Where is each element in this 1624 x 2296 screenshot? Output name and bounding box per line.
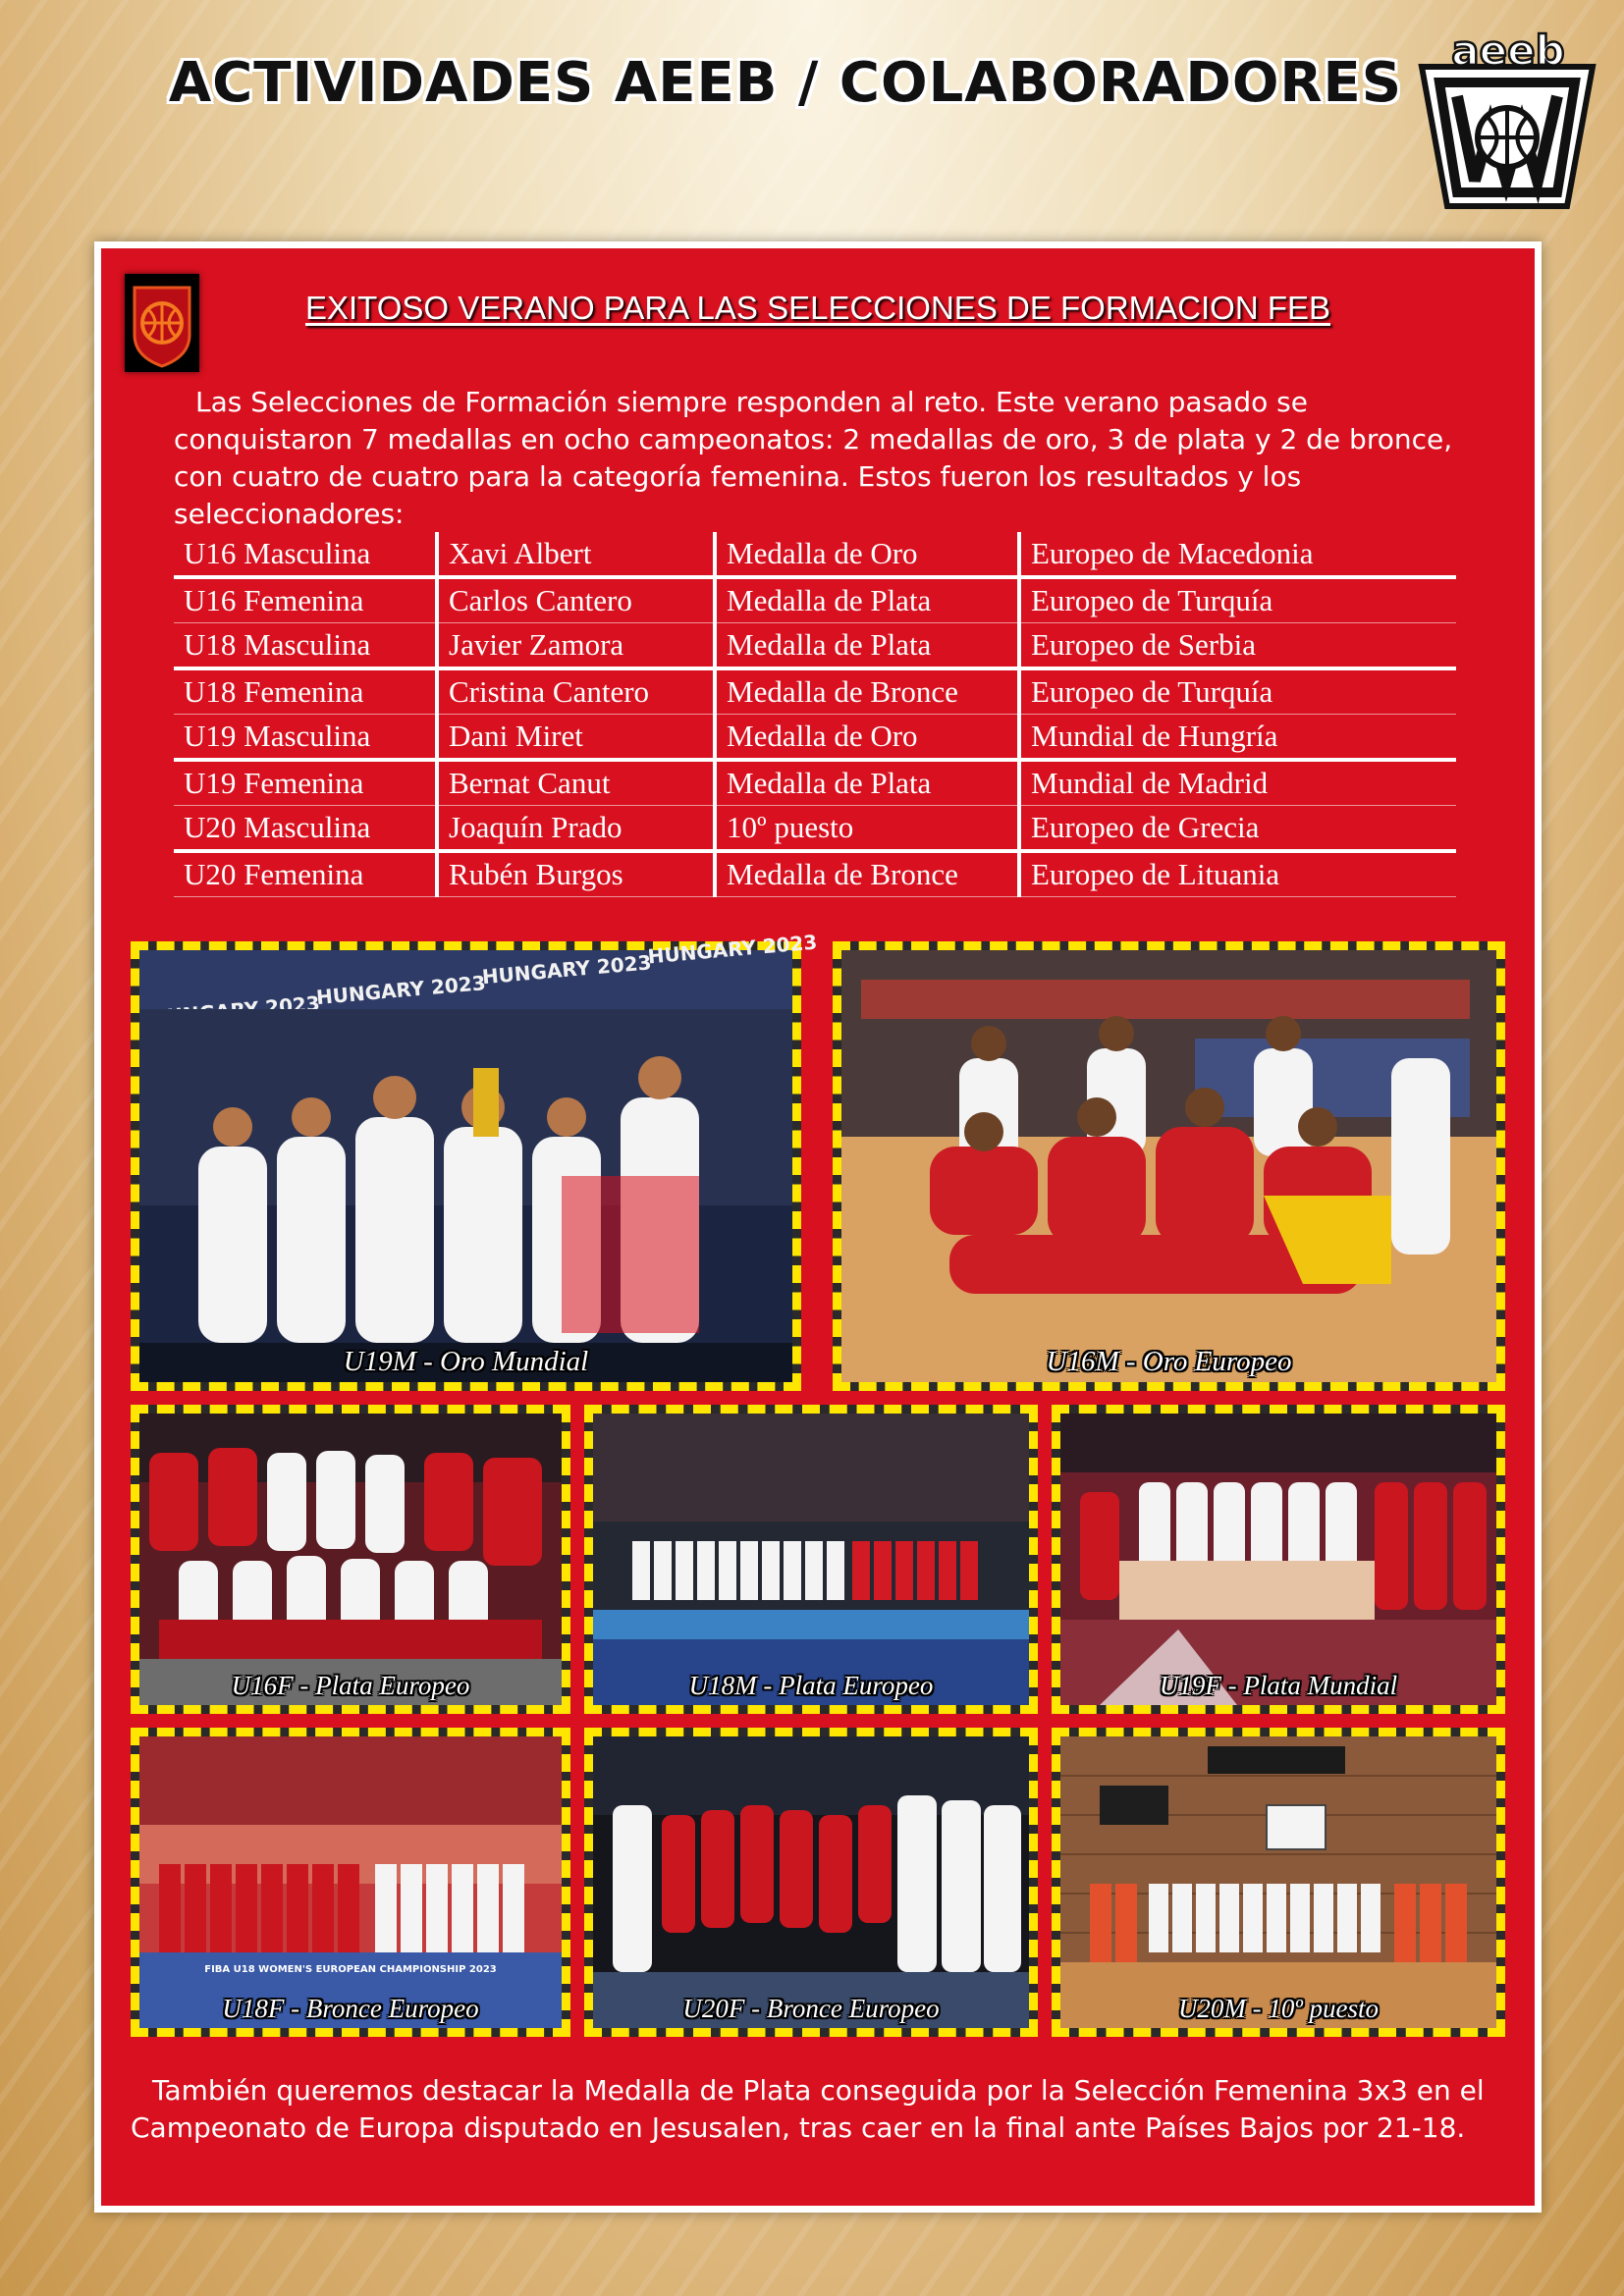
intro-paragraph: Las Selecciones de Formación siempre responden al reto. Este verano pasado se conquistaron 7 medallas en ocho campeonatos: 2 medallas de oro, 3 de plata y 2 de bronce, con cuatro de cuatro para la categoría femenina. Estos fueron los resultados y los seleccionadores: — [174, 386, 1453, 530]
result-cell: 10º puesto — [715, 806, 1019, 852]
category-cell: U19 Femenina — [174, 760, 437, 806]
aeeb-logo — [1414, 27, 1600, 214]
coach-cell: Rubén Burgos — [437, 851, 715, 897]
results-table — [174, 532, 1456, 897]
coach-cell: Cristina Cantero — [437, 668, 715, 715]
photo-caption: U16F - Plata Europeo — [231, 1671, 470, 1700]
photo-caption: U20M - 10º puesto — [1177, 1994, 1380, 2023]
table-row — [174, 623, 1456, 669]
team-court-photo — [1060, 1736, 1496, 2028]
team-celebration-photo — [139, 930, 819, 1382]
photo-caption: U18F - Bronce Europeo — [222, 1994, 479, 2023]
coach-cell: Dani Miret — [437, 715, 715, 761]
svg-text:FIBA U18 WOMEN'S EUROPEAN CHAM: FIBA U18 WOMEN'S EUROPEAN CHAMPIONSHIP 2023 — [204, 1964, 497, 1975]
photo-caption: U19M - Oro Mundial — [343, 1346, 589, 1377]
photo-u16m — [833, 941, 1505, 1391]
coach-cell: Xavi Albert — [437, 532, 715, 577]
coach-cell: Bernat Canut — [437, 760, 715, 806]
event-cell: Mundial de Madrid — [1019, 760, 1456, 806]
category-cell: U18 Masculina — [174, 623, 437, 669]
result-cell: Medalla de Bronce — [715, 668, 1019, 715]
team-court-photo — [593, 1414, 1029, 1705]
team-court-photo — [139, 1736, 562, 2028]
event-cell: Europeo de Serbia — [1019, 623, 1456, 669]
result-cell: Medalla de Oro — [715, 532, 1019, 577]
table-row — [174, 532, 1456, 577]
result-cell: Medalla de Plata — [715, 760, 1019, 806]
svg-text:HUNGARY 2023: HUNGARY 2023 — [646, 930, 819, 969]
svg-text:HUNGARY 2023: HUNGARY 2023 — [315, 971, 487, 1010]
table-row — [174, 577, 1456, 623]
article-title: EXITOSO VERANO PARA LAS SELECCIONES DE FORMACION FEB — [304, 290, 1331, 326]
photo-u18m — [584, 1405, 1038, 1714]
photo-caption: U19F - Plata Mundial — [1159, 1671, 1398, 1700]
event-cell: Europeo de Turquía — [1019, 668, 1456, 715]
team-celebration-photo — [593, 1736, 1029, 2028]
photo-caption: U18M - Plata Europeo — [688, 1671, 934, 1700]
team-celebration-photo — [841, 950, 1496, 1382]
category-cell: U20 Masculina — [174, 806, 437, 852]
table-row — [174, 851, 1456, 897]
category-cell: U16 Masculina — [174, 532, 437, 577]
svg-text:aeeb: aeeb — [1451, 27, 1565, 75]
svg-text:HUNGARY 2023: HUNGARY 2023 — [480, 950, 653, 989]
photo-u16f — [131, 1405, 570, 1714]
event-cell: Europeo de Lituania — [1019, 851, 1456, 897]
category-cell: U18 Femenina — [174, 668, 437, 715]
photo-caption: U16M - Oro Europeo — [1046, 1346, 1292, 1377]
table-row — [174, 715, 1456, 761]
event-cell: Europeo de Turquía — [1019, 577, 1456, 623]
closing-paragraph: También queremos destacar la Medalla de Plata conseguida por la Selección Femenina 3x3 en el Campeonato de Europa disputado en Jesusalen, tras caer en la final ante Países Bajos por 21-18. — [131, 2074, 1485, 2144]
table-row — [174, 806, 1456, 852]
photo-caption: U20F - Bronce Europeo — [682, 1994, 940, 2023]
photo-u19f — [1052, 1405, 1505, 1714]
result-cell: Medalla de Plata — [715, 577, 1019, 623]
coach-cell: Javier Zamora — [437, 623, 715, 669]
page-title: ACTIVIDADES AEEB / COLABORADORES — [168, 51, 1403, 115]
table-row — [174, 668, 1456, 715]
event-cell: Europeo de Grecia — [1019, 806, 1456, 852]
page-header — [0, 0, 1624, 226]
article-panel — [94, 241, 1542, 2213]
photo-u19m — [131, 930, 819, 1391]
category-cell: U20 Femenina — [174, 851, 437, 897]
photo-u20m — [1052, 1728, 1505, 2037]
photo-u20f — [584, 1728, 1038, 2037]
coach-cell: Carlos Cantero — [437, 577, 715, 623]
photo-u18f — [131, 1728, 570, 2037]
event-cell: Mundial de Hungría — [1019, 715, 1456, 761]
team-celebration-photo — [1060, 1414, 1496, 1705]
result-cell: Medalla de Bronce — [715, 851, 1019, 897]
event-cell: Europeo de Macedonia — [1019, 532, 1456, 577]
team-podium-photo — [139, 1414, 562, 1705]
result-cell: Medalla de Oro — [715, 715, 1019, 761]
category-cell: U16 Femenina — [174, 577, 437, 623]
result-cell: Medalla de Plata — [715, 623, 1019, 669]
category-cell: U19 Masculina — [174, 715, 437, 761]
coach-cell: Joaquín Prado — [437, 806, 715, 852]
table-row — [174, 760, 1456, 806]
